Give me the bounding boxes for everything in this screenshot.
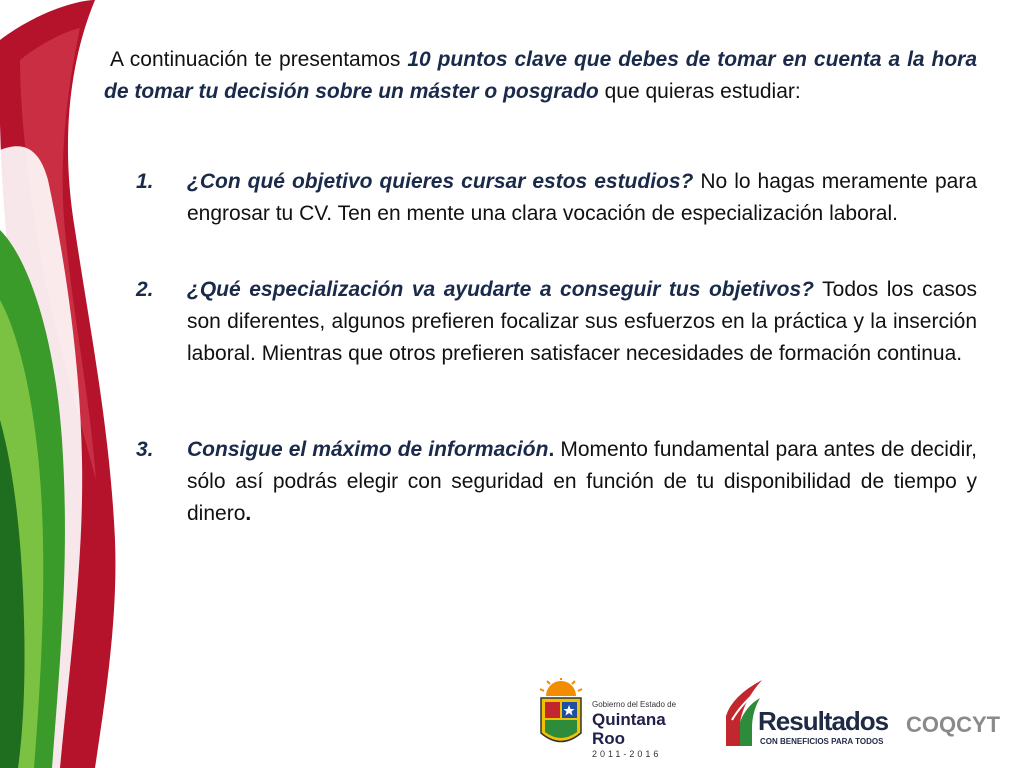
quintana-roo-line1: Gobierno del Estado de [592, 700, 677, 709]
state-shield-icon [536, 678, 586, 748]
item-body: Todos los casos son diferentes, algunos prefieren focalizar sus esfuerzos en la práctica y la inserción laboral. Mientras que otros prefieren satisfacer necesidades de formación continua. [187, 278, 977, 365]
item-title: Consigue el máximo de información [187, 438, 549, 461]
item-title-end: . [548, 438, 555, 461]
main-content [104, 44, 977, 530]
item-number: 2. [136, 278, 154, 301]
list-item [104, 434, 977, 530]
list-item [104, 166, 977, 230]
quintana-roo-wordmark [592, 700, 700, 760]
item-title: ¿Con qué objetivo quieres cursar estos estudios? [187, 170, 694, 193]
intro-prefix: A continuación te presentamos [110, 48, 408, 71]
item-body: Momento fundamental para antes de decidir, sólo así podrás elegir con seguridad en función de tu disponibilidad de tiempo y dinero [187, 438, 977, 525]
quintana-roo-line3: 2011-2016 [592, 749, 662, 759]
list-item [104, 274, 977, 370]
intro-highlight: 10 puntos clave que debes de tomar en cuenta a la hora de tomar tu decisión sobre un máster o posgrado [104, 48, 978, 103]
item-body-end: . [245, 502, 252, 525]
item-number: 1. [136, 170, 154, 193]
item-title: ¿Qué especialización va ayudarte a conseguir tus objetivos? [187, 278, 814, 301]
item-number: 3. [136, 438, 154, 461]
intro-paragraph [104, 44, 977, 108]
footer-logos [530, 676, 1010, 759]
coqcyt-logo: COQCYT [906, 712, 1001, 737]
resultados-title: Resultados [758, 706, 889, 736]
resultados-logo [722, 676, 892, 752]
item-body: No lo hagas meramente para engrosar tu CV. Ten en mente una clara vocación de especialización laboral. [187, 170, 977, 225]
quintana-roo-line2: Quintana Roo [592, 710, 666, 748]
key-points-list [104, 166, 977, 530]
resultados-subtitle: CON BENEFICIOS PARA TODOS [760, 737, 884, 746]
quintana-roo-logo [530, 676, 700, 759]
intro-suffix: que quieras estudiar: [598, 80, 801, 103]
